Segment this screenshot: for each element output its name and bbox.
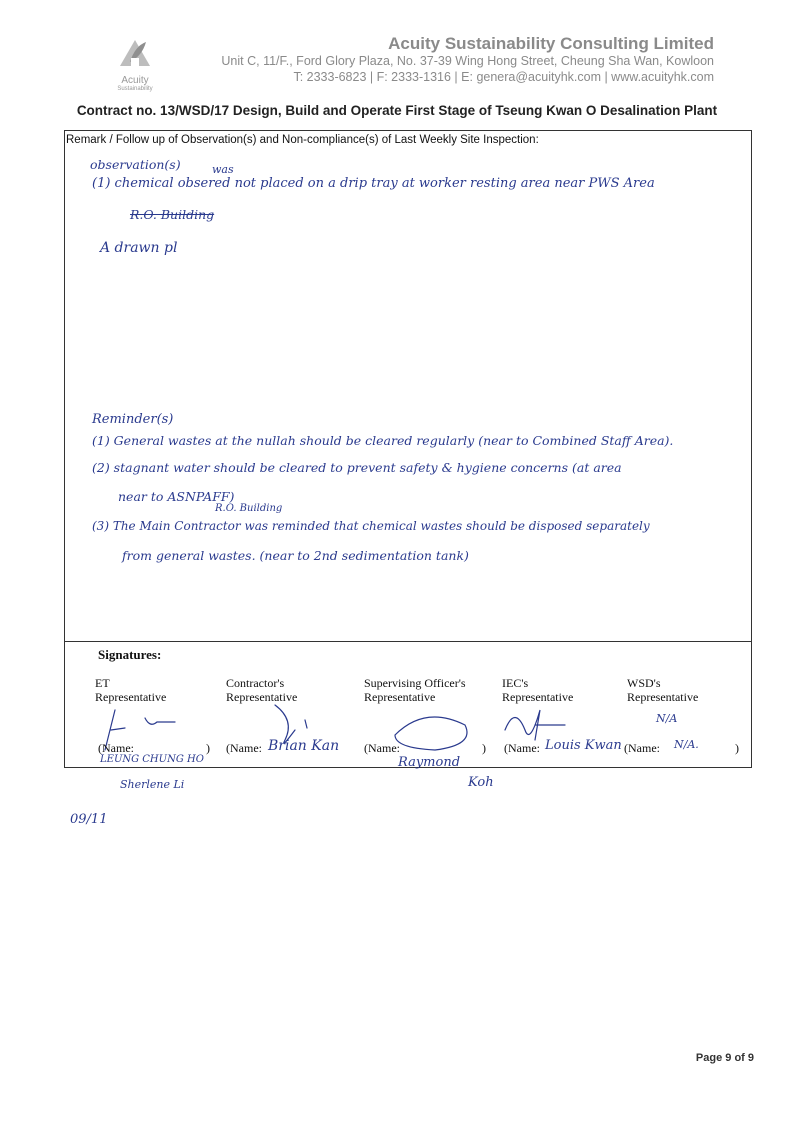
contract-title: Contract no. 13/WSD/17 Design, Build and Operate First Stage of Tseung Kwan O Desalination Plant	[76, 103, 718, 118]
contractor-name-label: (Name:	[226, 741, 262, 755]
logo-subtext: Sustainability	[117, 86, 153, 92]
wsd-name-label: (Name:	[624, 741, 660, 755]
observation-line-1b: R.O. Building	[130, 207, 215, 222]
et-name-label: (Name:	[98, 741, 134, 755]
reminder-line-1: (1) General wastes at the nullah should be cleared regularly (near to Combined Staff Area).	[92, 433, 674, 448]
contractor-handwritten-name: Brian Kan	[268, 738, 340, 754]
sig-col-iec-line2: Representative	[502, 690, 574, 704]
sig-col-so-line2: Representative	[364, 690, 436, 704]
iec-handwritten-name: Louis Kwan	[545, 738, 622, 753]
sig-col-wsd-line2: Representative	[627, 690, 699, 704]
date-note: 09/11	[70, 812, 108, 827]
sig-col-et-line1: ET	[95, 676, 110, 690]
observation-heading: observation(s)	[90, 157, 181, 172]
sig-col-wsd-line1: WSD's	[627, 676, 661, 690]
wsd-name-close: )	[735, 741, 739, 755]
company-logo	[100, 32, 170, 92]
so-handwritten-name: Raymond	[398, 755, 461, 770]
so-name-label: (Name:	[364, 741, 400, 755]
sig-col-contractor-line1: Contractor's	[226, 676, 285, 690]
iec-name-label: (Name:	[504, 741, 540, 755]
iec-signature	[505, 710, 565, 740]
remark-label: Remark / Follow up of Observation(s) and Non-compliance(s) of Last Weekly Site Inspection:	[66, 134, 539, 146]
logo-text: Acuity	[121, 75, 149, 86]
sig-col-et-line2: Representative	[95, 690, 167, 704]
sig-col-contractor-line2: Representative	[226, 690, 298, 704]
observation-insert-was: was	[212, 163, 234, 176]
reminder-line-3b: from general wastes. (near to 2nd sedimentation tank)	[122, 548, 469, 563]
company-address: Unit C, 11/F., Ford Glory Plaza, No. 37-39 Wing Hong Street, Cheung Sha Wan, Kowloon	[221, 54, 714, 68]
signatures-title: Signatures:	[98, 647, 162, 662]
reminder-line-2b: near to ASNPAFF)	[118, 489, 235, 504]
page-number: Page 9 of 9	[695, 1052, 754, 1064]
reminder-heading: Reminder(s)	[92, 412, 174, 427]
et-handwritten-name: LEUNG CHUNG HO	[100, 754, 204, 765]
company-contact: T: 2333-6823 | F: 2333-1316 | E: genera@acuityhk.com | www.acuityhk.com	[293, 70, 714, 84]
sig-col-iec-line1: IEC's	[502, 676, 529, 690]
reminder-line-2c: R.O. Building	[215, 503, 283, 514]
reminder-line-3: (3) The Main Contractor was reminded that chemical wastes should be disposed separately	[92, 519, 650, 533]
observation-note: A drawn pl	[100, 240, 178, 256]
company-name: Acuity Sustainability Consulting Limited	[388, 34, 714, 53]
wsd-handwritten-name: N/A.	[674, 738, 699, 751]
et-name-close: )	[206, 741, 210, 755]
et-handwritten-extra: Sherlene Li	[120, 778, 185, 791]
so-signature	[395, 717, 467, 750]
signature-divider	[64, 641, 752, 642]
remarks-form-box	[64, 130, 752, 768]
wsd-handwritten-na: N/A	[656, 712, 678, 725]
observation-line-1: (1) chemical obsered not placed on a drip tray at worker resting area near PWS Area	[92, 176, 655, 191]
so-name-close: )	[482, 741, 486, 755]
so-handwritten-extra: Koh	[468, 775, 494, 790]
logo-leaf-icon	[100, 32, 170, 72]
reminder-line-2: (2) stagnant water should be cleared to prevent safety & hygiene concerns (at area	[92, 460, 622, 475]
sig-col-so-line1: Supervising Officer's	[364, 676, 466, 690]
